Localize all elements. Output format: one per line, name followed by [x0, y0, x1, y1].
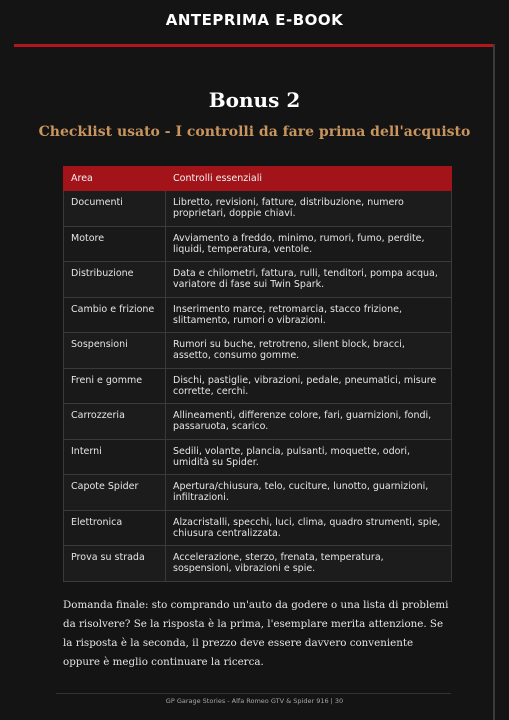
- row-area: Sospensioni: [64, 333, 166, 369]
- section-title: Bonus 2: [208, 88, 301, 112]
- page-header: [0, 0, 509, 40]
- page-footer: GP Garage Stories - Alfa Romeo GTV & Spider 916 | 30: [165, 697, 344, 705]
- table-row: [64, 368, 452, 404]
- table-row: [64, 546, 452, 582]
- header-divider: [14, 44, 494, 47]
- table-row: [64, 226, 452, 262]
- row-checks: Sedili, volante, plancia, pulsanti, moquette, odori, umidità su Spider.: [166, 439, 452, 475]
- row-area: Documenti: [64, 191, 166, 227]
- row-area: Distribuzione: [64, 262, 166, 298]
- table-row: [64, 475, 452, 511]
- row-checks: Avviamento a freddo, minimo, rumori, fumo, perdite, liquidi, temperatura, ventole.: [166, 226, 452, 262]
- column-header-area: Area: [64, 167, 166, 191]
- row-checks: Dischi, pastiglie, vibrazioni, pedale, pneumatici, misure corrette, cerchi.: [166, 368, 452, 404]
- table-row: [64, 191, 452, 227]
- table-row: [64, 333, 452, 369]
- row-area: Capote Spider: [64, 475, 166, 511]
- table-row: [64, 404, 452, 440]
- table-row: [64, 439, 452, 475]
- row-checks: Allineamenti, differenze colore, fari, guarnizioni, fondi, passaruota, scarico.: [166, 404, 452, 440]
- row-area: Freni e gomme: [64, 368, 166, 404]
- column-header-checks: Controlli essenziali: [166, 167, 452, 191]
- row-checks: Data e chilometri, fattura, rulli, tenditori, pompa acqua, variatore di fase sui Twin Spark.: [166, 262, 452, 298]
- row-checks: Accelerazione, sterzo, frenata, temperatura, sospensioni, vibrazioni e spie.: [166, 546, 452, 582]
- table-row: [64, 510, 452, 546]
- row-checks: Apertura/chiusura, telo, cuciture, lunotto, guarnizioni, infiltrazioni.: [166, 475, 452, 511]
- row-area: Motore: [64, 226, 166, 262]
- table-header-row: [64, 167, 452, 191]
- final-question-paragraph: Domanda finale: sto comprando un'auto da godere o una lista di problemi da risolvere? Se la risposta è la prima, l'esemplare merita attenzione. Se la risposta è la seconda, il prezzo deve essere davvero conveniente oppure è meglio continuare la ricerca.: [63, 599, 449, 668]
- row-area: Prova su strada: [64, 546, 166, 582]
- row-area: Carrozzeria: [64, 404, 166, 440]
- row-area: Elettronica: [64, 510, 166, 546]
- row-area: Cambio e frizione: [64, 297, 166, 333]
- table-row: [64, 262, 452, 298]
- footer-divider: [56, 693, 451, 694]
- row-checks: Inserimento marce, retromarcia, stacco frizione, slittamento, rumori o vibrazioni.: [166, 297, 452, 333]
- row-area: Interni: [64, 439, 166, 475]
- row-checks: Libretto, revisioni, fatture, distribuzione, numero proprietari, doppie chiavi.: [166, 191, 452, 227]
- checklist-table: [63, 166, 452, 582]
- row-checks: Alzacristalli, specchi, luci, clima, quadro strumenti, spie, chiusura centralizzata.: [166, 510, 452, 546]
- header-title: ANTEPRIMA E-BOOK: [165, 11, 344, 29]
- page-edge: [493, 44, 495, 720]
- section-subtitle: Checklist usato - I controlli da fare prima dell'acquisto: [38, 124, 471, 140]
- table-row: [64, 297, 452, 333]
- row-checks: Rumori su buche, retrotreno, silent block, bracci, assetto, consumo gomme.: [166, 333, 452, 369]
